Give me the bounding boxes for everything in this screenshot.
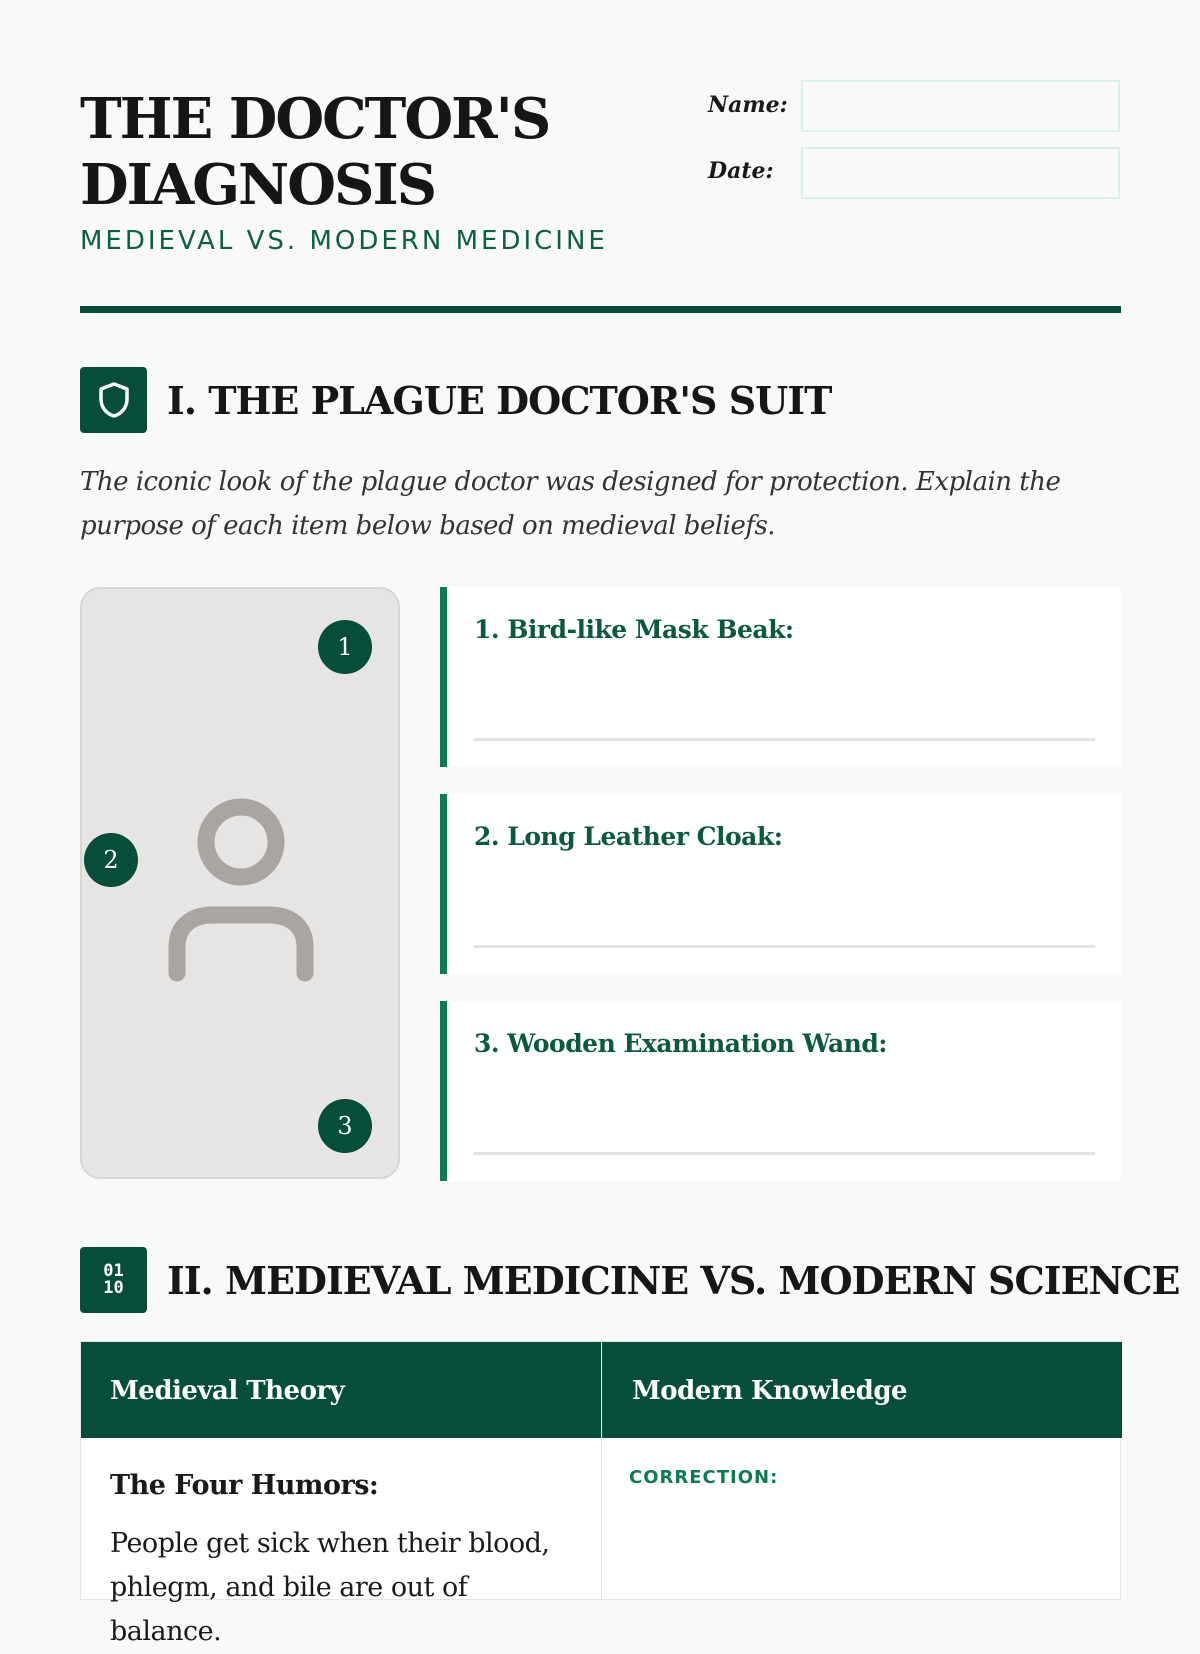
correction-label: CORRECTION: <box>629 1467 779 1488</box>
section-2-title: II. MEDIEVAL MEDICINE VS. MODERN SCIENCE <box>167 1258 1180 1303</box>
answer-card-mask <box>440 587 1121 767</box>
title-line-1: THE DOCTOR'S <box>80 86 550 152</box>
answer-line[interactable] <box>474 1152 1095 1155</box>
title-line-2: DIAGNOSIS <box>80 152 436 218</box>
date-field[interactable] <box>801 147 1120 199</box>
item-label: 3. Wooden Examination Wand: <box>474 1029 888 1058</box>
answer-card-wand <box>440 1001 1121 1181</box>
date-label: Date: <box>708 158 774 184</box>
name-field[interactable] <box>801 80 1120 132</box>
column-header-medieval: Medieval Theory <box>81 1342 601 1438</box>
item-label: 1. Bird-like Mask Beak: <box>474 615 794 644</box>
answer-line[interactable] <box>474 945 1095 948</box>
page-title <box>80 86 640 218</box>
header-divider <box>80 306 1121 313</box>
binary-icon-bottom: 10 <box>103 1278 124 1298</box>
person-icon <box>168 797 314 977</box>
item-label: 2. Long Leather Cloak: <box>474 822 783 851</box>
column-divider <box>601 1342 602 1601</box>
plague-doctor-figure <box>80 587 400 1179</box>
shield-icon <box>80 367 147 433</box>
badge-3: 3 <box>318 1099 372 1153</box>
badge-2: 2 <box>84 833 138 887</box>
section-1-title: I. THE PLAGUE DOCTOR'S SUIT <box>167 378 832 423</box>
answer-card-cloak <box>440 794 1121 974</box>
theory-heading: The Four Humors: <box>110 1470 379 1501</box>
badge-1: 1 <box>318 620 372 674</box>
binary-icon-top: 01 <box>103 1261 124 1281</box>
name-label: Name: <box>708 92 788 118</box>
section-1-intro: The iconic look of the plague doctor was designed for protection. Explain the purpose of each item below based on medieval beliefs. <box>80 467 1061 541</box>
theory-body: People get sick when their blood, phlegm, and bile are out of balance. <box>110 1528 550 1647</box>
binary-icon <box>80 1247 147 1313</box>
comparison-table <box>80 1341 1121 1647</box>
page-subtitle: MEDIEVAL VS. MODERN MEDICINE <box>80 226 608 256</box>
answer-line[interactable] <box>474 738 1095 741</box>
column-header-modern: Modern Knowledge <box>602 1342 1122 1438</box>
